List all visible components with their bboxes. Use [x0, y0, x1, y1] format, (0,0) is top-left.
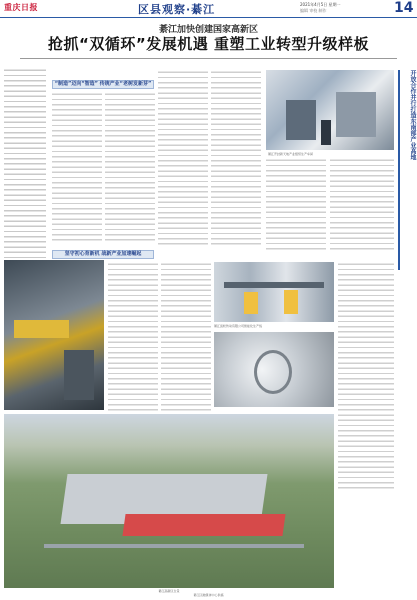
text-column — [266, 158, 326, 253]
issue-date: 2021年4月5日 星期一 — [300, 2, 341, 7]
text-column — [211, 70, 261, 245]
photo-caption: 綦江高新区全景 — [158, 589, 180, 593]
section-title: 区县观察·綦江 — [138, 3, 216, 16]
text-column — [158, 70, 208, 245]
aerial-industrial-park-photo — [4, 414, 334, 588]
page-number: 14 — [394, 0, 414, 16]
section-band-1: “制造”迈向“智造” 传统产业“老树发新芽” — [52, 80, 154, 89]
factory-photo-1 — [266, 70, 394, 150]
article-headline: 抢抓“双循环”发展机遇 重塑工业转型升级样板 — [48, 35, 369, 53]
newspaper-logo: 重庆日报 — [4, 3, 38, 12]
edition-info: 编辑 审校 制作 — [300, 8, 327, 13]
text-column — [161, 262, 211, 412]
divider — [20, 58, 397, 59]
article-subhead: 綦江加快创建国家高新区 — [158, 25, 258, 35]
text-column — [338, 262, 394, 492]
machinery-photo — [4, 260, 104, 410]
text-column — [330, 158, 394, 253]
section-band-2: 坚守初心育新机 战新产业加速崛起 — [52, 250, 154, 259]
page-header — [0, 0, 417, 18]
production-line-photo — [214, 262, 334, 322]
photo-caption: 綦江齿轮传动有限公司智能化生产线 — [214, 324, 263, 328]
side-column-title: 开放合作并行打造东南部产业高地 — [409, 70, 416, 160]
text-column — [105, 92, 155, 242]
text-column — [52, 92, 102, 242]
page-footer: 綦江区融媒体中心供稿 — [193, 593, 224, 597]
side-accent-bar — [398, 70, 400, 270]
cleanroom-photo — [214, 332, 334, 407]
photo-caption: 綦江开封新天地产业组织生产车间 — [268, 152, 314, 156]
text-column — [108, 262, 158, 412]
